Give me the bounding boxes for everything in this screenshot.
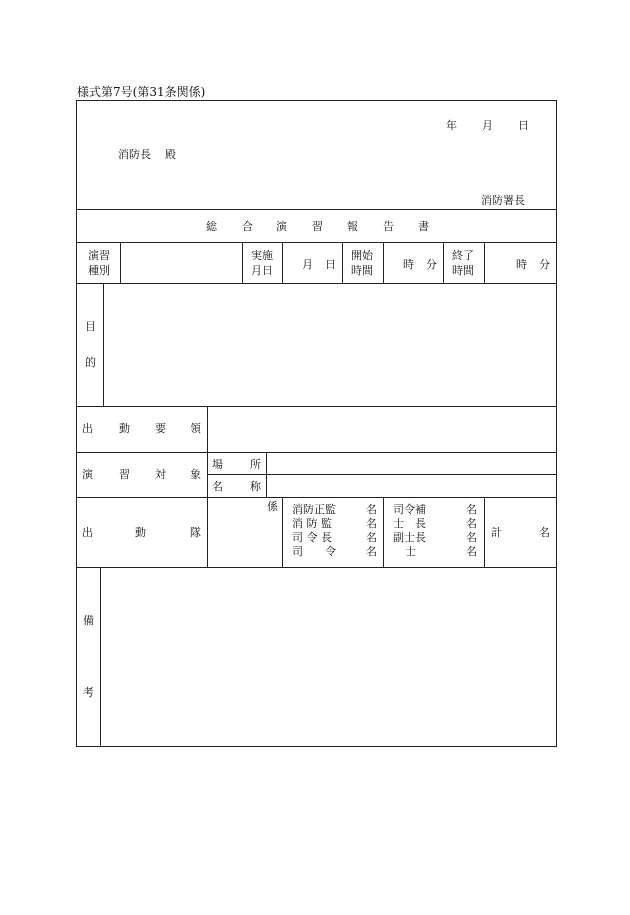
purpose-label-char: 的 xyxy=(85,356,96,369)
target-label-char: 習 xyxy=(119,468,130,481)
name-label-char: 称 xyxy=(250,480,261,493)
start-time-label-2: 時間 xyxy=(351,264,373,277)
impl-month-unit: 月 xyxy=(302,258,313,271)
rank-label: 士 xyxy=(405,545,416,558)
rank-label: 司 令 xyxy=(292,545,336,558)
form-label: 様式第7号(第31条関係) xyxy=(77,85,206,99)
rule-row1 xyxy=(77,283,556,284)
units-label-char: 出 xyxy=(82,526,93,539)
dispatch-outline-char: 出 xyxy=(82,422,93,435)
date-month: 月 xyxy=(482,119,493,132)
rule-dispatch-outline xyxy=(77,452,556,453)
vrule xyxy=(484,498,485,567)
end-time-label-2: 時間 xyxy=(452,264,474,277)
impl-date-label-1: 実施 xyxy=(251,249,273,262)
place-label-char: 所 xyxy=(250,458,261,471)
total-unit: 名 xyxy=(539,526,550,539)
start-hour-unit: 時 xyxy=(403,258,414,271)
vrule xyxy=(383,498,384,567)
vrule xyxy=(242,243,243,283)
target-label-char: 象 xyxy=(190,468,201,481)
report-title-char: 告 xyxy=(383,220,394,233)
vrule xyxy=(484,243,485,283)
dispatch-outline-char: 領 xyxy=(190,422,201,435)
remarks-label-char: 考 xyxy=(83,686,94,699)
target-label-char: 対 xyxy=(155,468,166,481)
rank-label: 司 令 長 xyxy=(292,531,332,544)
rank-label: 士 長 xyxy=(393,517,426,530)
units-label-char: 隊 xyxy=(190,526,201,539)
units-label-char: 動 xyxy=(135,526,146,539)
rank-label: 副士長 xyxy=(393,531,426,544)
date-day: 日 xyxy=(518,119,529,132)
vrule xyxy=(443,243,444,283)
remarks-label-char: 備 xyxy=(83,614,94,627)
rank-unit: 名 xyxy=(466,545,477,558)
vrule xyxy=(282,498,283,567)
vrule xyxy=(207,407,208,567)
report-title-char: 演 xyxy=(276,220,287,233)
rank-label: 司令補 xyxy=(393,503,426,516)
report-title-char: 合 xyxy=(242,220,253,233)
impl-date-label-2: 月日 xyxy=(251,264,273,277)
rank-unit: 名 xyxy=(466,531,477,544)
target-label-char: 演 xyxy=(82,468,93,481)
rank-unit: 名 xyxy=(366,517,377,530)
sender-title: 消防署長 xyxy=(481,194,525,207)
rank-unit: 名 xyxy=(466,503,477,516)
report-title-char: 報 xyxy=(347,220,358,233)
end-time-label-1: 終了 xyxy=(452,249,474,262)
kakari-label: 係 xyxy=(267,500,278,513)
rule-units xyxy=(77,567,556,568)
rule-purpose xyxy=(77,406,556,407)
rank-unit: 名 xyxy=(366,531,377,544)
start-minute-unit: 分 xyxy=(426,258,437,271)
rank-unit: 名 xyxy=(366,503,377,516)
rank-label: 消防正監 xyxy=(292,503,336,516)
addressee-title: 消防長 xyxy=(118,148,151,161)
start-time-label-1: 開始 xyxy=(351,249,373,262)
vrule xyxy=(282,243,283,283)
end-hour-unit: 時 xyxy=(516,258,527,271)
vrule xyxy=(120,243,121,283)
total-label: 計 xyxy=(491,526,502,539)
place-label-char: 場 xyxy=(212,458,223,471)
vrule xyxy=(383,243,384,283)
rule-place xyxy=(207,474,556,475)
vrule xyxy=(342,243,343,283)
impl-day-unit: 日 xyxy=(325,258,336,271)
exercise-type-label-1: 演習 xyxy=(88,249,110,262)
vrule xyxy=(266,453,267,497)
exercise-type-label-2: 種別 xyxy=(88,264,110,277)
report-title-char: 総 xyxy=(206,220,217,233)
rank-unit: 名 xyxy=(466,517,477,530)
vrule xyxy=(100,568,101,746)
dispatch-outline-char: 動 xyxy=(119,422,130,435)
addressee-honorific: 殿 xyxy=(165,148,176,161)
dispatch-outline-char: 要 xyxy=(155,422,166,435)
report-title-char: 書 xyxy=(418,220,429,233)
rank-label: 消 防 監 xyxy=(292,517,332,530)
report-title-char: 習 xyxy=(312,220,323,233)
end-minute-unit: 分 xyxy=(539,258,550,271)
vrule xyxy=(103,284,104,406)
date-year: 年 xyxy=(446,119,457,132)
rule-header xyxy=(77,209,556,210)
purpose-label-char: 目 xyxy=(85,320,96,333)
rank-unit: 名 xyxy=(366,545,377,558)
name-label-char: 名 xyxy=(212,480,223,493)
